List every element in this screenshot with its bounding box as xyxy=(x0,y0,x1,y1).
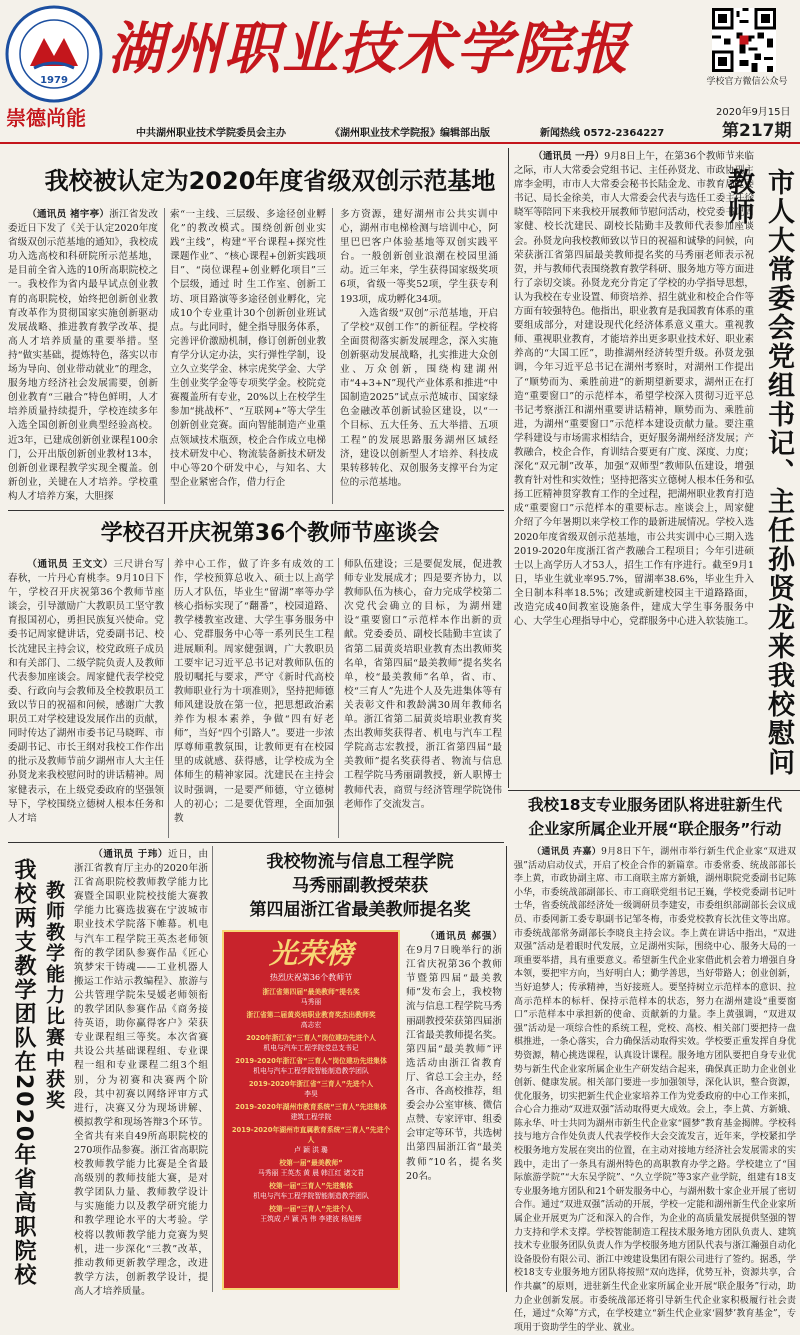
issue-date: 2020年9月15日 xyxy=(716,107,791,118)
article2-col2: 养中心工作，做了许多有成效的工作，学校预算总收入、硕士以上高学历人才队伍，毕业生“留湖”率等办学核心指标实现了“翻番”，校园道路、教学楼教室改建、大学生事务服务中心、党群服务中心等一系列民生工程进展顺利。周家健强调，广大教职员工要牢记习近平总书记对教师队伍的殷切嘱托与要求，严守《新时代高校教师职业行为十项准则》，坚持把师德师风建设放在第一位，把思想政治素养作为根本素养，争做“四有好老师”，当好“四个引路人”。要进一步浓厚尊师重教氛围，让教师更有在校园里的成就感、获得感，让学校成为全体师生的精神家园。沈建民在主持会议时强调，一是要严师德，守立德树人的初心；二是要优管理，全面加强教 xyxy=(174,559,334,824)
article4-byline: （通讯员 于玮） xyxy=(93,849,169,860)
honor-entry-names: 马秀丽 王英杰 黄 晨 韩江红 诸文君 xyxy=(258,1169,364,1177)
honor-entry-names: 机电与汽车工程学院智能制造教学团队 xyxy=(253,1067,369,1075)
hotline: 新闻热线 0572-2364227 xyxy=(540,128,665,139)
article4-vertical-title-1: 我校两支教学团队在2020年省高职院校 xyxy=(11,858,36,1288)
honor-board-title: 光荣榜 xyxy=(268,937,353,970)
article5-title-line3: 第四届浙江省最美教师提名奖 xyxy=(249,900,471,920)
honor-entry-heading: 校第一届“三育人”先进集体 xyxy=(269,1182,353,1190)
honor-entry-heading: 2020年浙江省“三育人”岗位建功先进个人 xyxy=(246,1034,376,1042)
article5-body: 在9月7日晚举行的浙江省庆祝第36个教师节暨第四届“最美教师”发布会上，我校物流与信息工程学院马秀丽副教授荣获第四届浙江省最美教师提名奖。第四届“最美教师”评选活动由浙江省教育厅、省总工会主办，经各市、各高校推荐，组委会办公室审核、微信点赞、专家评审、组委会审定等环节，共选树出第四届浙江省“最美教师”10名，提名奖20名。 xyxy=(406,945,502,1182)
honor-entry xyxy=(230,1010,392,1030)
article2-col1-text: 三尺讲台写春秋，一片丹心育桃李。9月10日下午，学校召开庆祝第36个教师节座谈会，引导激励广大教职员工坚守教育报国初心，勇担民族复兴使命。党委书记周家健讲话，党委副书记、校长沈建民主持会议，校党政班子成员和有关部门、二级学院负责人及教师代表参加座谈会。周家健代表学校党委、行政向与会教师及全校教职员工致以节日的祝福和问候，感谢广大教职员工对学校建设发展作出的贡献，同时传达了湖州市委书记马晓晖、市委副书记、市长王纲对我校工作作出的批示及教师节前夕湖州市人大主任孙贤龙来我校慰问时的讲话精神。周家健表示，在上级党委政府的坚强领导下，学校围绕立德树人根本任务和人才培 xyxy=(8,559,165,824)
honor-board xyxy=(222,930,400,1290)
honor-entry xyxy=(230,1125,392,1155)
article4-body: 近日，由浙江省教育厅主办的2020年浙江省高职院校教师教学能力比赛暨全国职业院校技能大赛教学能力比赛选拔赛在宁波城市职业技术学院落下帷幕。机电与汽车工程学院王英杰老师领衔的教学团队参赛作品《匠心筑梦宋干铸魂——工业机器人搬运工作站示教编程》、旅游与公共管理学院朱旻媛老师领衔的教学团队参赛作品《商务接待英语，助你赢得客户》荣获专业课程组三等奖。本次省赛共设公共基础课程组、专业课程一组和专业课程二组3个组别，分为初赛和决赛两个阶段，其中初赛以网络评审方式进行，决赛又分为现场讲解、模拟教学和现场答辩3个环节。全省共有来自49所高职院校的270项作品参赛。浙江省高职院校教师教学能力比赛是全省最高级别的教师技能大赛，是对教学团队力量、教师教学设计与实施能力以及教学研究能力和教学理论水平的大考验。学校将以教师教学能力竞赛为契机，进一步深化“三教”改革，推动教师更新教学理念，改进教学方法，创新教学设计，提高人才培养质量。 xyxy=(74,849,209,1297)
honor-entry xyxy=(230,1158,392,1178)
qr-label: 学校官方微信公众号 xyxy=(706,77,788,87)
masthead-rule xyxy=(0,142,800,144)
article5-title-line2: 马秀丽副教授荣获 xyxy=(292,876,428,896)
honor-entry-names: 李昊 xyxy=(304,1090,318,1098)
editor: 《湖州职业技术学院报》编辑部出版 xyxy=(330,128,490,139)
article3-byline: （通讯员 卉嘉） xyxy=(532,847,602,857)
article3-title-line2: 企业家所属企业开展“联企服务”行动 xyxy=(528,820,782,838)
honor-entry xyxy=(230,1181,392,1201)
honor-entry-heading: 校第一届“三育人”先进个人 xyxy=(269,1205,353,1213)
article1-title: 我校被认定为2020年度省级双创示范基地 xyxy=(44,167,496,195)
divider xyxy=(332,208,333,504)
honor-entry-names: 高志宏 xyxy=(300,1021,322,1029)
honor-entry-heading: 浙江省第四届“最美教师”提名奖 xyxy=(262,988,360,996)
column-divider xyxy=(508,148,509,788)
logo-year: 1979 xyxy=(40,75,68,86)
honor-entry-heading: 2019-2020年湖州市直属教育系统“三育人”先进个人 xyxy=(231,1126,391,1144)
section-rule xyxy=(8,842,504,843)
honor-entry xyxy=(230,987,392,1007)
divider xyxy=(168,558,169,838)
right-top-byline: （通讯员 一丹） xyxy=(533,151,605,162)
article1-col3b: 入选省级“双创”示范基地，开启了学校“双创工作”的新征程。学校将全面贯彻落实新发展理念，深入实施创新驱动发展战略，扎实推进大众创业、万众创新，围绕构建湖州市“4+3+N”现代产业体系和推进“中国制造2025”试点示范城市、国家绿色金融改革创新试验区建设，以“一个目标、五大任务、五大举措、五项工程”的发展思路服务湖州区域经济，建设以创新型人才培养、科技成果转移转化、双创服务支撑平台为定位的示范基地。 xyxy=(340,307,498,488)
article2-title: 学校召开庆祝第36个教师节座谈会 xyxy=(100,521,440,546)
honor-entry-heading: 校第一届“最美教师” xyxy=(279,1159,343,1167)
honor-entry-names: 建筑工程学院 xyxy=(290,1113,332,1121)
article2-byline: （通讯员 王文文） xyxy=(27,559,114,570)
honor-entry-heading: 2019-2020年浙江省“三育人”先进个人 xyxy=(248,1080,374,1088)
article2-col1 xyxy=(8,558,164,840)
honor-board-list xyxy=(230,987,392,1224)
divider xyxy=(164,208,165,504)
honor-entry-names: 卢 颖 洪 璐 xyxy=(294,1146,328,1154)
article1-col1 xyxy=(8,208,158,506)
masthead-title: 湖州职业技术学院报 xyxy=(108,17,630,82)
article3-text xyxy=(514,846,796,1333)
honor-entry-names: 王筑成 卢 颖 冯 伟 李建波 杨旭辉 xyxy=(260,1215,362,1223)
honor-entry xyxy=(230,1102,392,1122)
right-top-text xyxy=(514,150,754,784)
honor-board-subtitle: 热烈庆祝第36个教师节 xyxy=(269,973,353,982)
honor-entry xyxy=(230,1079,392,1099)
article1-col2: 索“一主线、三层级、多途径创业孵化”的教改模式。围绕创新创业实践“主线”，构建“平台课程+探究性课题作业”、“核心课程+创新实践项目”、“岗位课程+创业孵化项目”三个层级，通过 时 生工作室、创新工坊、项目路演等多途径创业孵化，完成10个专业重计30个创新创业班试点。与此同时，健全指导服务体系，完善评价激励机制，修订创新创业教育学分认定办法，实行弹性学制，设立久立奖学金、林宗虎奖学金、大学生创业奖学金等专项奖学金。校院竞赛覆盖所有专业，20%以上在校学生参加“挑战杯”、“互联网+”等大学生创新创业竞赛。面向智能制造产业重点领域技术瓶颈，校企合作成立电梯技术研发中心、物流装备新技术研发中心等20个研发中心，与知名、大型企业紧密合作，借力行企 xyxy=(170,209,326,488)
article2-col3: 师队伍建设；三是要促发展，促进教师专业发展成才；四是要齐协力，以教师队伍为核心，奋力完成学校第二次党代会确立的目标，为湖州建设“重要窗口”示范样本作出新的贡献。党委委员、副校长陆勤丰宣读了省第二届黄炎培职业教育杰出教师奖名单，省第四届“最美教师”提名奖名单，校“最美教师”名单，省、市、校“三育人”先进个人及先进集体等有关表彰文件和教龄满30周年教师名单。浙江省第二届黄炎培职业教育奖杰出教师奖获得者、机电与汽车工程学院高志宏教授，浙江省第四届“最美教师”提名奖获得者、物流与信息工程学院马秀丽副教授，新人职博士教师代表，商贸与经济管理学院饶伟老师作了交流发言。 xyxy=(344,559,502,810)
article1-col3a: 多方资源，建好湖州市公共实训中心，湖州市电梯检测与培训中心，阿里巴巴客户体验基地等双创实践平台。一般创新创业浪潮在校园里涌动。近三年来，学生获得国家级奖项6项，省级一等奖52项，学生获专利193项，成功孵化34项。 xyxy=(340,209,498,305)
qr-code-icon xyxy=(712,8,776,72)
right-top-vertical-title: 市人大常委会党组书记、主任孙贤龙来我校慰问教师 xyxy=(723,168,794,777)
article3-title-line1: 我校18支专业服务团队将进驻新生代 xyxy=(527,796,783,814)
honor-entry xyxy=(230,1056,392,1076)
honor-entry-names: 机电与汽车工程学院党总支书记 xyxy=(263,1044,359,1052)
section-rule xyxy=(508,790,800,791)
divider xyxy=(338,558,339,838)
column-divider xyxy=(506,846,507,1292)
college-logo-icon xyxy=(4,4,104,104)
article5-byline: （通讯员 郝强） xyxy=(425,931,502,942)
article1-col3 xyxy=(340,208,498,506)
article5-text xyxy=(406,930,502,1290)
article4-text xyxy=(74,848,209,1297)
article1-byline: （通讯员 褚宇亭） xyxy=(27,209,110,220)
divider xyxy=(212,846,213,1292)
right-top-body: 9月8日上午，在第36个教师节来临之际，市人大常委会党组书记、主任孙贤龙、市政协副主席李金明，市市人大常委会秘书长陆金龙、市教育局党委书记、局长金徐美，市人大常委会代表与选任工委主任徐晓军等陪同下来我校开展教师节慰问活动，校党委书记周家健、校长沈建民、副校长陆勤丰及教师代表参加座谈会。孙贤龙向我校教师致以节日的祝福和诚挚的问候，向荣获浙江省第四届最美教师提名奖的马秀丽老师表示祝贺，并与教师代表围绕教育教学科研、服务地方等方面进行了亲切交谈。孙贤龙充分肯定了学校的办学指导思想，认为我校在专业设置、师资培养、招生就业和校企合作等方面有较强特色。他指出，职业教育是我国教育体系的重要组成部分，对建设现代化经济体系意义重大。重视教师、重视职业教育，才能培养出更多职业技术好、职业素养高的“大国工匠”，助推湖州经济转型升级。孙贤龙强调，今年习近平总书记在湖州考察时，对湖州工作提出了“顺势而为、乘胜前进”的新期望新要求，湖州正在打造“重要窗口”的示范样本，希望学校深入贯彻习近平总书记考察浙江和湖州重要讲话精神，顺势而为、乘胜前进，为湖州“重要窗口”示范样本建设贡献力量。要注重学科建设与市场需求相结合，更好服务湖州经济发展；产教融合，校企合作，育训结合要更有广度、深度、力度；深化“双元制”改革，加强“双师型”教师队伍建设，增强教育针对性和实效性；坚持把落实立德树人根本任务和弘扬工匠精神贯穿教育工作的全过程，把湖州职业教育打造成“重要窗口”示范样本的重要标志。座谈会上，周家健介绍了今年暑期以来学校工作的最新进展情况。学校入选2020年度省级双创示范基地，市公共实训中心三期入选2019-2020年度浙江省产教融合工程项目；今年引进硕士以上高学历人才53人，招生工作有序进行。截至9月1日，毕业生就业率95.7%，留湖率38.6%，毕业生升入全日制本科率18.5%；改建或新建校园主干道路路面，改造完成40间教室设施条件，建成大学生事务服务中心、大学生心理指导中心，党群服务中心进入软装施工。 xyxy=(514,151,754,628)
article4-vertical-title-2: 教师教学能力比赛中获奖 xyxy=(43,880,65,1111)
article1-col1-text: 浙江省发改委近日下发了《关于认定2020年度省级双创示范基地的通知》，我校成功入选高校和科研院所示范基地，是目前全省入选的10所高职院校之一。我校作为省内最早试点创业教育的高职院校，始终把创新创业教育改革作为贯彻国家实施创新驱动发展战略、推进教育教学改革、提高人才培养质量的重要举措。坚持“做实基础，提炼特色，落实以市场为导向、创业带动就业”的理念，服务地方经济社会发展需要，创新创业教育“三融合”特色鲜明，人才培养质量持续提升，学校连续多年入选全国创新创业典型经验高校。近3年，已建成创新创业课程100余门，公开出版创新创业教材13本，创新创业课程教学实现全覆盖。创新创业，关键在人才培养。学校重构人才培养方案，大胆探 xyxy=(8,209,159,502)
section-rule xyxy=(8,510,504,511)
honor-entry xyxy=(230,1033,392,1053)
article5-title-line1: 我校物流与信息工程学院 xyxy=(266,852,454,872)
masthead-motto: 崇德尚能 xyxy=(6,106,86,130)
honor-entry-heading: 浙江省第二届黄炎培职业教育奖杰出教师奖 xyxy=(246,1011,376,1019)
honor-entry xyxy=(230,1204,392,1224)
honor-entry-names: 马秀丽 xyxy=(300,998,322,1006)
honor-entry-names: 机电与汽车工程学院智能制造教学团队 xyxy=(253,1192,369,1200)
honor-entry-heading: 2019-2020年湖州市教育系统“三育人”先进集体 xyxy=(235,1103,387,1111)
article3-body: 9月8日下午，湖州市举行新生代企业家“双进双强”活动启动仪式，开启了校企合作的新篇章。市委常委、统战部部长李上黄，市政协副主席、市工商联主席方新娥，湖州职院党委副书记陈小华，市委统战部副部长、市工商联党组书记王巍，学校党委副书记叶士华，省委统战部经济处一级调研员李建安，市委组织部副部长会议成员、市委网新工委专职副书记邹冬梅，市委党校教育长沈佳文等出席。市委统战部常务副部长李晓良主持会议。李上黄在讲话中指出，“双进双强”活动是着眼时代发展，立足湖州实际，围绕中心、服务大局的一项重要举措，具有重要意义。希望新生代企业家借此机会着力增强自身本领，要把牢方向，当好明白人；勤学善思，当好带路人；创业创新，当好追梦人；传承精神，当好接班人。要坚持树立示范样本的意识、拉高示范样本的标杆、保持示范样本的状态，努力在湖州建设“重要窗口”示范样本中承担新的使命、贡献新的力量。李上黄强调，“双进双强”活动是一项综合性的系统工程，党校、高校、相关部门要把持一盘棋推进，一条心落实，合力确保活动取得实效。学校要正重发挥自身优势资源，精心挑选课程，认真设计课程。服务地方团队要把自身专业优势与新生代企业家所属企业生产研发结合起来，确保真正助力企业创业创新、健康发展。相关部门要进一步加强领导，深化认识，整合资源，优化服务，切实把新生代企业家培养工作为党委政府的中心工作来抓，合心合力推动“双进双强”活动取得更大成效。会上，李上黄、方新娥、陈永华、叶士共同为湖州市新生代企业家“圆梦”教育基金揭牌。学校科技与地方合作处负责人代表学校作大会交流发言，近年来，学校紧扣学校服务地方发展在突出的位置，在主动对接地方经济社会发展需求的实践中，走出了一条具有湖州特色的高职教育办学之路。学校建立了“国际旅游学院”“大东吴学院”、“久立学院”等3家产业学院，组建有18支专业服务地方团队和21个研发服务中心，与湖州数十家企业开展了密切合作。通过“双进双强”活动的开展，学校一定能和湖州新生代企业家所属企业开展更为广泛和深入的合作，为企业的高质量发展提供坚强的智力支持和学术支撑。学校智能制造工程技术服务地方团队负责人、建筑技术专业服务团队负责人作为学校服务地方团队代表与浙江瀚强自动化设备股份有限公司、浙江中竣建设集团有限公司进行了签约。据悉，学校18支专业服务地方团队将按照“双向选择，优势互补，资源共享，合作共赢”的原则，进驻新生代企业家所属企业开展“联企服务”行动，助力企业创新发展。市委统战部还将引导新生代企业家积极履行社会责任，通过“众筹”方式，在学校建立“新生代企业家‘圆梦’教育基金”，专项用于资助学生的学业、就业。 xyxy=(514,847,796,1333)
honor-entry-heading: 2019-2020年浙江省“三育人”岗位建功先进集体 xyxy=(235,1057,387,1065)
issue-number: 第217期 xyxy=(722,121,792,141)
sponsor: 中共湖州职业技术学院委员会主办 xyxy=(136,128,286,139)
